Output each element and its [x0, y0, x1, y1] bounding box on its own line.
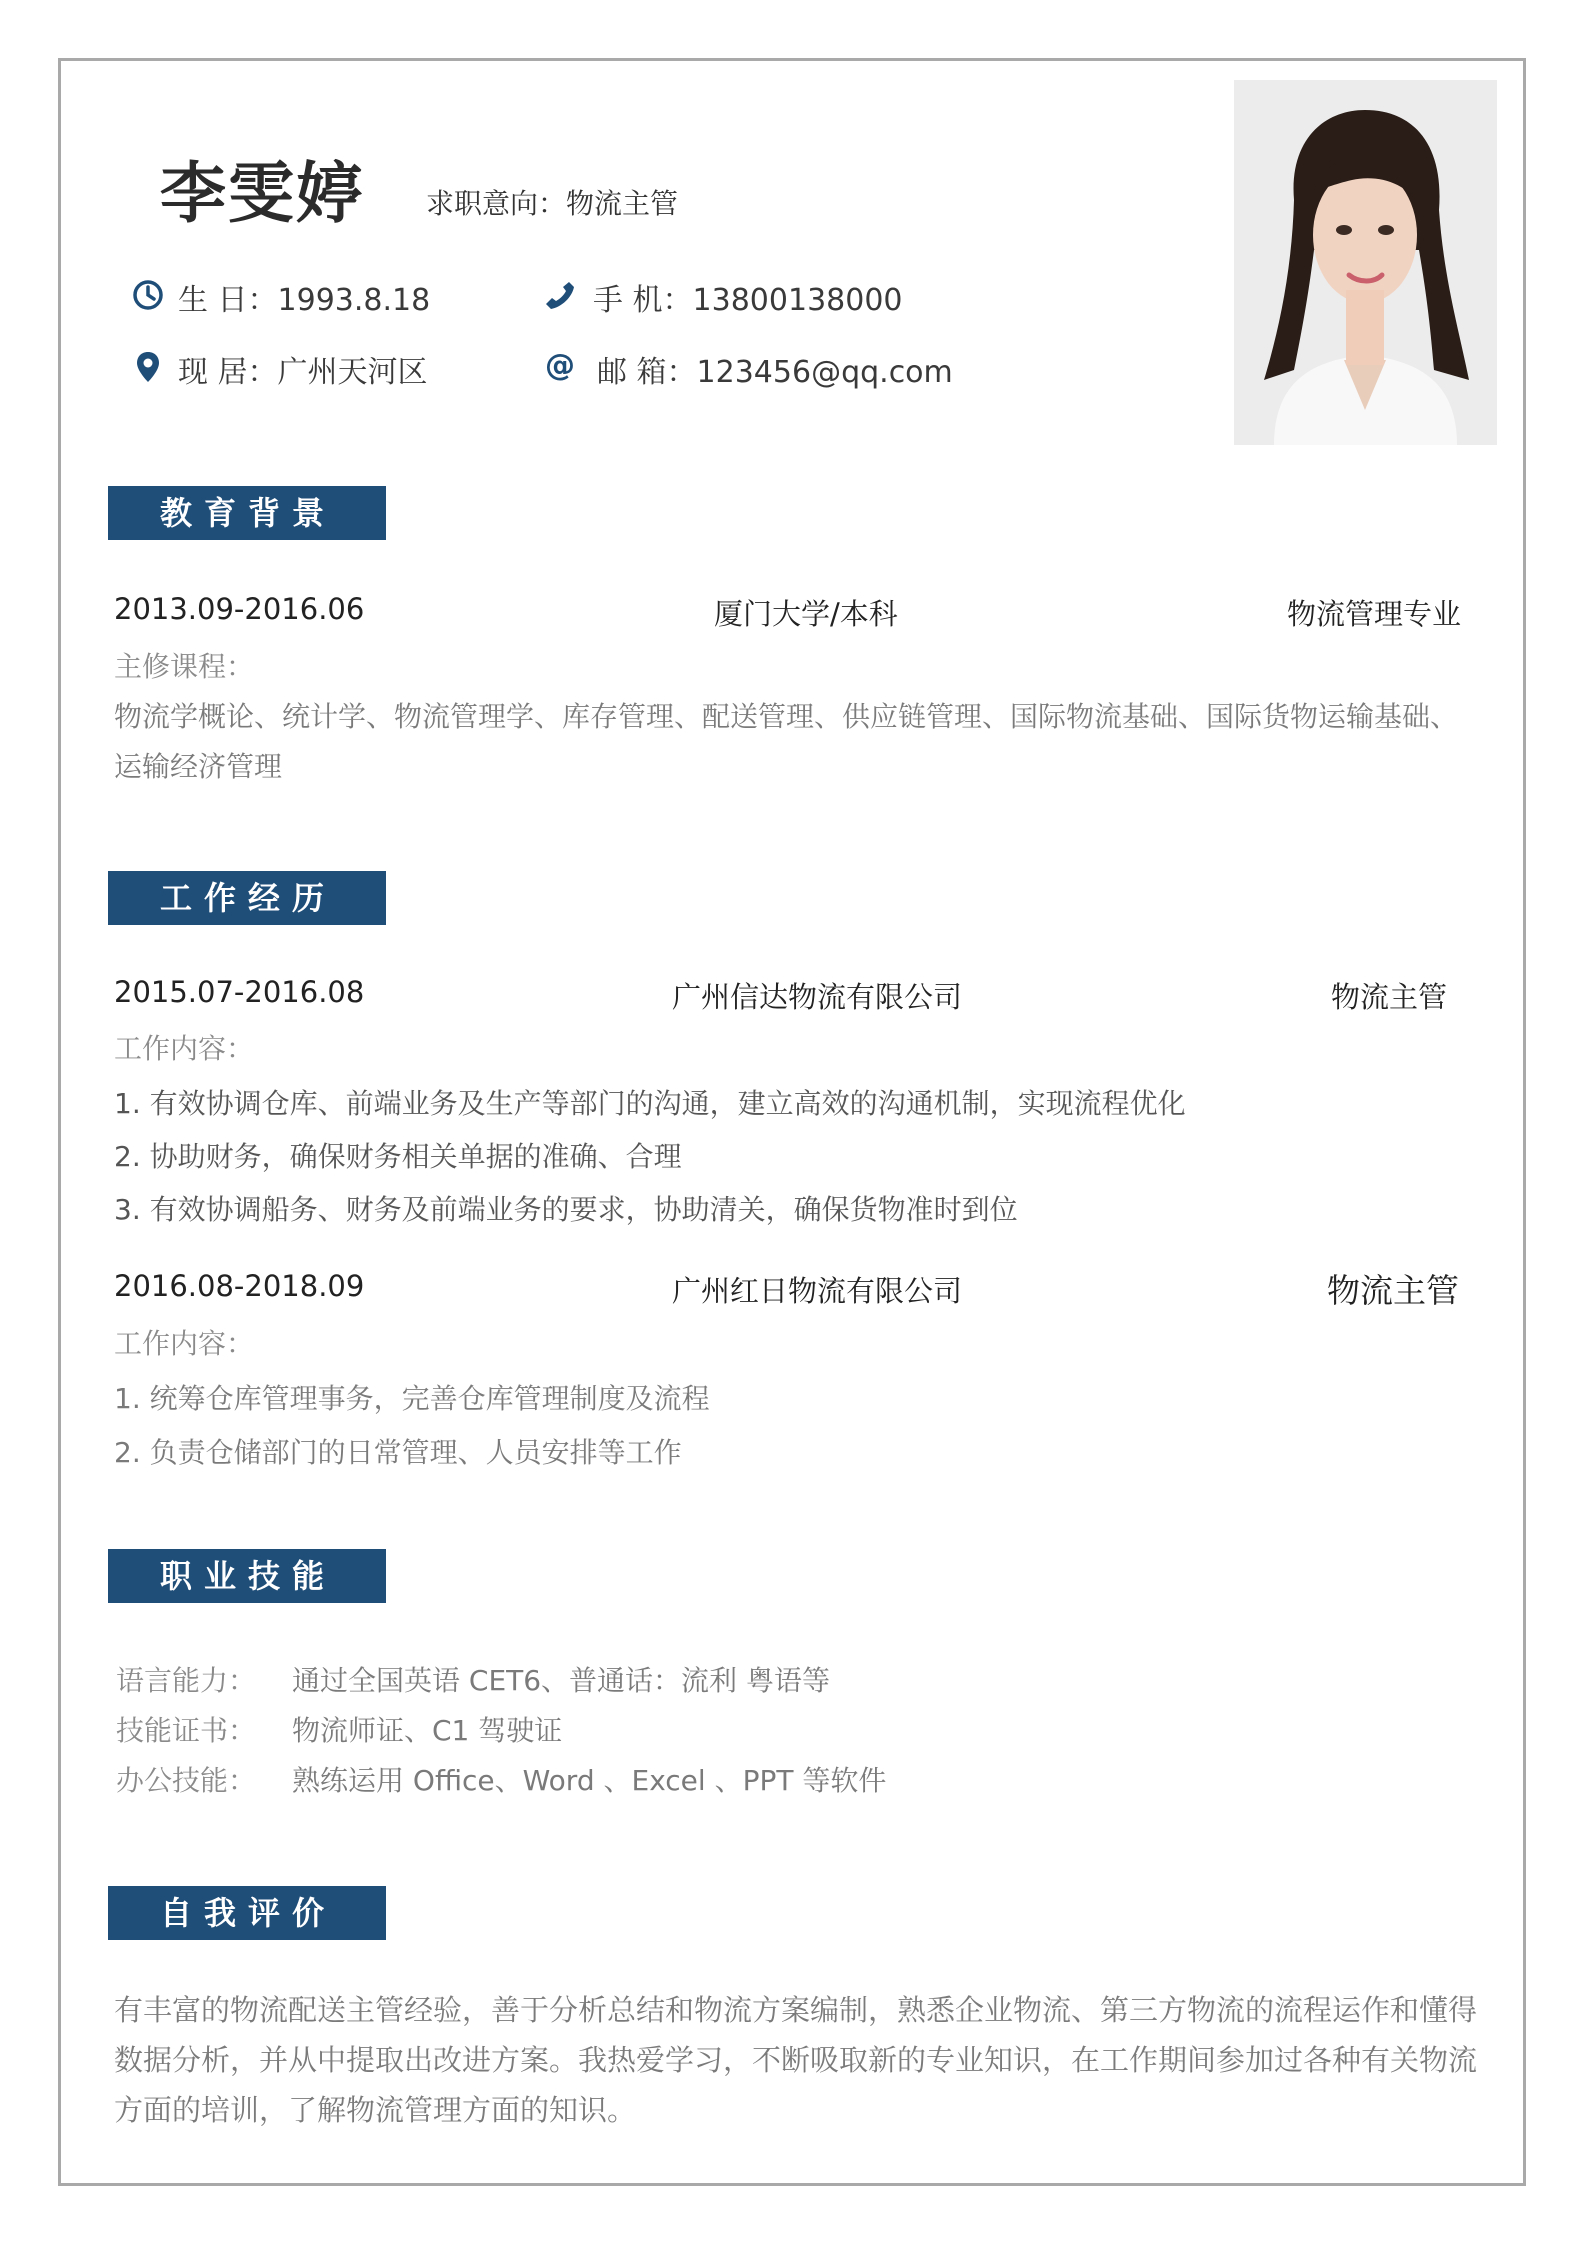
job-intent-value: 物流主管	[566, 187, 679, 220]
phone-label: 手 机：	[593, 283, 693, 318]
work-1-item-2: 2. 协助财务，确保财务相关单据的准确、合理	[114, 1140, 682, 1173]
skill-certificate-value: 物流师证、C1 驾驶证	[292, 1714, 563, 1747]
profile-photo	[1234, 80, 1497, 445]
job-intent-label: 求职意向：	[426, 187, 567, 220]
section-work-header: 工作经历	[108, 871, 386, 925]
work-2-period: 2016.08-2018.09	[114, 1269, 365, 1303]
education-major: 物流管理专业	[1287, 597, 1462, 631]
at-sign-icon	[543, 348, 577, 382]
svg-text:@: @	[545, 348, 575, 382]
courses-line-2: 运输经济管理	[114, 750, 283, 783]
candidate-name: 李雯婷	[160, 155, 364, 232]
work-1-content-label: 工作内容：	[114, 1032, 255, 1065]
location-pin-icon	[131, 350, 165, 384]
residence-field	[178, 347, 428, 391]
work-2-content-label: 工作内容：	[114, 1327, 255, 1360]
work-1-period: 2015.07-2016.08	[114, 975, 365, 1009]
skill-language-label: 语言能力：	[116, 1664, 257, 1697]
courses-line-1: 物流学概论、统计学、物流管理学、库存管理、配送管理、供应链管理、国际物流基础、国际货物运输基础、	[114, 700, 1459, 733]
skill-language-value: 通过全国英语 CET6、普通话：流利 粤语等	[292, 1664, 830, 1697]
birthday-label: 生 日：	[178, 283, 278, 318]
work-2-title: 物流主管	[1327, 1271, 1459, 1310]
job-intent	[426, 182, 678, 222]
self-evaluation-text: 有丰富的物流配送主管经验，善于分析总结和物流方案编制，熟悉企业物流、第三方物流的流程运作和懂得数据分析，并从中提取出改进方案。我热爱学习，不断吸取新的专业知识，在工作期间参加过各种有关物流方面的培训，了解物流管理方面的知识。	[114, 1993, 1478, 2127]
work-1-company: 广州信达物流有限公司	[672, 980, 963, 1014]
education-school: 厦门大学/本科	[714, 597, 898, 631]
residence-label: 现 居：	[178, 355, 278, 390]
birthday-field	[178, 275, 430, 319]
email-label: 邮 箱：	[597, 355, 697, 390]
section-education-header: 教育背景	[108, 486, 386, 540]
education-period: 2013.09-2016.06	[114, 592, 365, 626]
courses-label: 主修课程：	[114, 650, 255, 683]
email-value: 123456@qq.com	[696, 355, 953, 390]
clock-icon	[131, 278, 165, 312]
phone-value: 13800138000	[692, 283, 903, 318]
skill-office-value: 熟练运用 Office、Word 、Excel 、PPT 等软件	[292, 1764, 887, 1797]
section-skills-header: 职业技能	[108, 1549, 386, 1603]
work-2-item-2: 2. 负责仓储部门的日常管理、人员安排等工作	[114, 1436, 682, 1469]
skill-office-label: 办公技能：	[116, 1764, 257, 1797]
email-field	[597, 347, 953, 391]
work-1-item-3: 3. 有效协调船务、财务及前端业务的要求，协助清关，确保货物准时到位	[114, 1193, 1018, 1226]
work-1-title: 物流主管	[1331, 980, 1448, 1014]
phone-icon	[543, 278, 577, 312]
skill-certificate-label: 技能证书：	[116, 1714, 257, 1747]
section-self-evaluation-header: 自我评价	[108, 1886, 386, 1940]
work-2-item-1: 1. 统筹仓库管理事务，完善仓库管理制度及流程	[114, 1382, 710, 1415]
work-1-item-1: 1. 有效协调仓库、前端业务及生产等部门的沟通，建立高效的沟通机制，实现流程优化	[114, 1087, 1186, 1120]
birthday-value: 1993.8.18	[277, 283, 431, 318]
phone-field	[593, 275, 903, 319]
work-2-company: 广州红日物流有限公司	[672, 1274, 963, 1308]
residence-value: 广州天河区	[277, 355, 428, 390]
